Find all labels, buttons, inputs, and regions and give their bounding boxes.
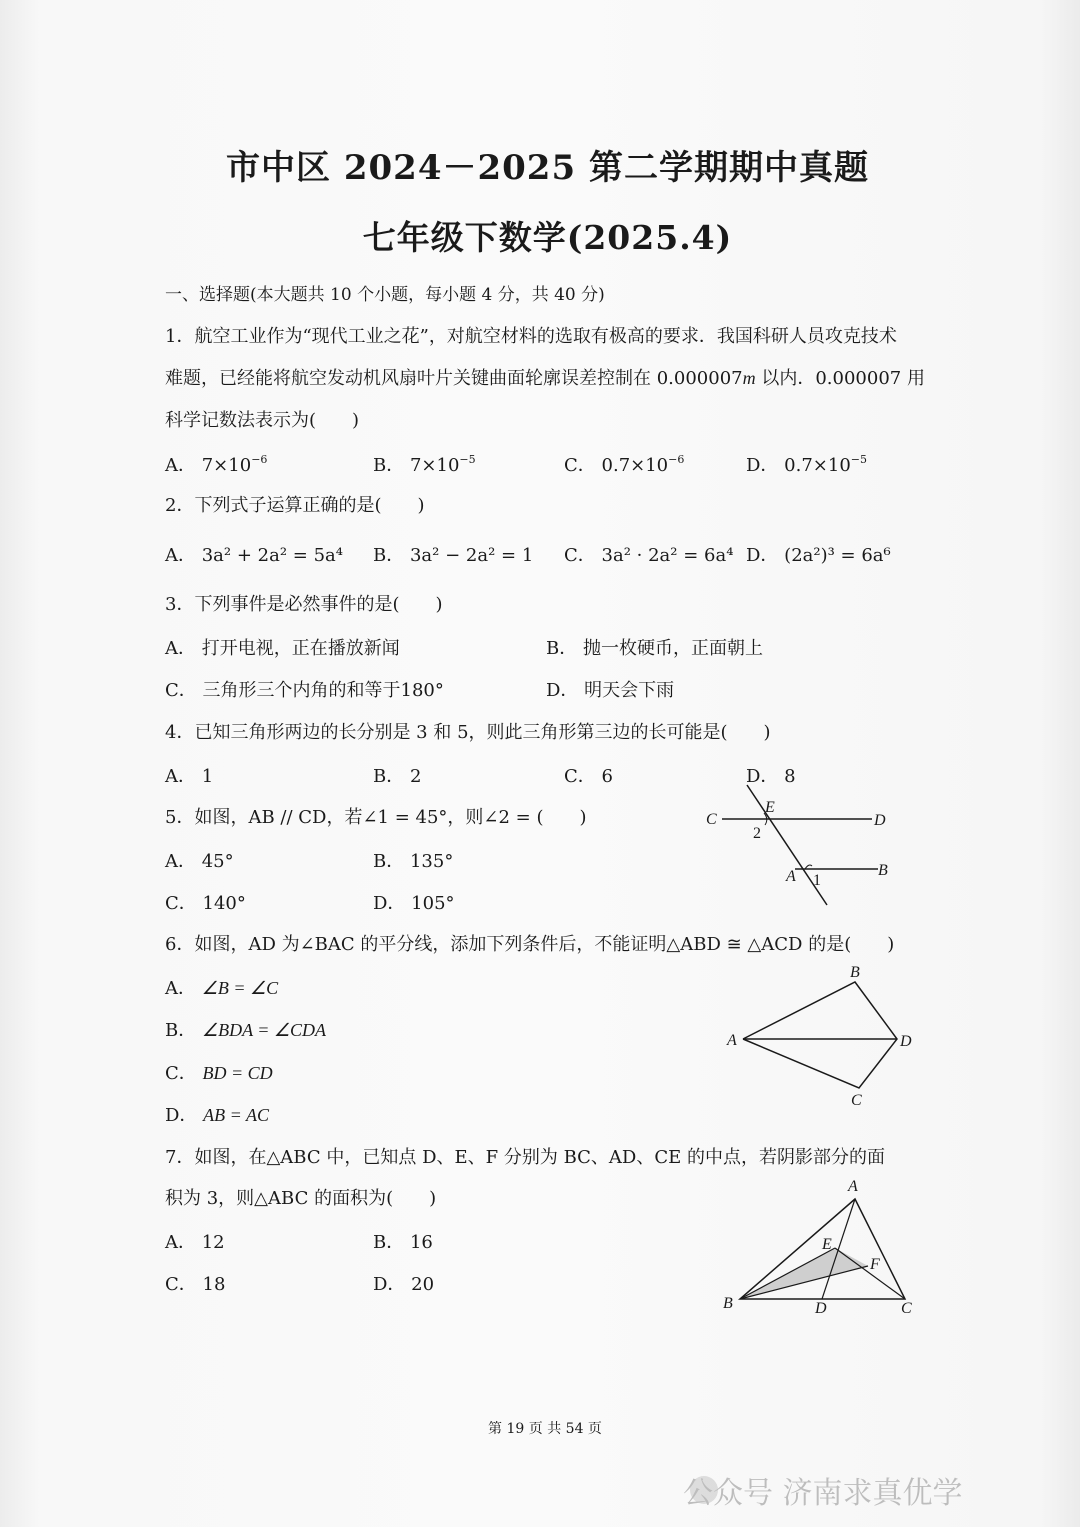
q5-stem: 5．如图，AB // CD，若∠1 = 45°，则∠2 = ( ) xyxy=(165,807,587,828)
q1-unit: m xyxy=(742,368,756,388)
option-label: B． xyxy=(373,545,405,566)
q1-line2a: 难题，已经能将航空发动机风扇叶片关键曲面轮廓误差控制在 0.000007 xyxy=(165,368,743,389)
q6-stem: 6．如图，AD 为∠BAC 的平分线，添加下列条件后，不能证明△ABD ≅ △ACD 的是( ) xyxy=(165,934,895,955)
q5-option-a xyxy=(165,847,234,873)
option-text: 3a² + 2a² = 5a⁴ xyxy=(201,545,343,566)
option-text: 16 xyxy=(409,1232,433,1253)
option-exp: −5 xyxy=(850,453,868,466)
point-d-label: D xyxy=(900,1033,912,1050)
option-text: 140° xyxy=(202,893,246,914)
option-label: B． xyxy=(373,1232,405,1253)
point-d-label: D xyxy=(874,812,886,829)
option-label: D． xyxy=(165,1105,198,1126)
q7-line2: 积为 3，则△ABC 的面积为( ) xyxy=(165,1188,437,1209)
q5-option-c xyxy=(165,889,246,915)
option-label: A． xyxy=(165,766,196,787)
option-text: 105° xyxy=(411,893,455,914)
option-label: A． xyxy=(165,851,196,872)
option-label: B． xyxy=(546,638,578,659)
option-exp: −6 xyxy=(251,453,268,466)
option-text: 打开电视，正在播放新闻 xyxy=(201,638,400,659)
q1-line1: 1．航空工业作为“现代工业之花”，对航空材料的选取有极高的要求．我国科研人员攻克技术 xyxy=(165,326,897,347)
point-e-label: E xyxy=(822,1236,832,1253)
q4-option-b xyxy=(373,762,421,788)
option-text: 8 xyxy=(784,766,796,787)
option-base: 7×10 xyxy=(409,455,460,476)
point-d-label: D xyxy=(815,1300,827,1317)
option-text: BD = CD xyxy=(202,1063,273,1083)
point-b-label: B xyxy=(878,862,888,879)
option-text: 1 xyxy=(201,766,214,787)
option-label: A． xyxy=(165,455,196,476)
option-text: 三角形三个内角的和等于180° xyxy=(202,680,444,701)
q2-option-b xyxy=(373,541,533,567)
q6-option-a xyxy=(165,974,278,1000)
option-label: B． xyxy=(373,766,405,787)
option-label: A． xyxy=(165,638,196,659)
q1-line2b: 以内．0.000007 用 xyxy=(755,368,925,389)
q5-option-d xyxy=(373,889,455,915)
option-text: 18 xyxy=(202,1274,226,1295)
option-text: 6 xyxy=(601,766,613,787)
angle-2-label: 2 xyxy=(753,825,761,842)
option-base: 7×10 xyxy=(201,455,252,476)
option-text: 20 xyxy=(411,1274,435,1295)
section-heading: 一、选择题(本大题共 10 个小题，每小题 4 分，共 40 分) xyxy=(165,285,605,305)
q1-option-b xyxy=(373,451,476,477)
q1-option-d xyxy=(746,451,867,477)
option-text: 3a² − 2a² = 1 xyxy=(409,545,534,566)
option-base: 0.7×10 xyxy=(601,455,669,476)
option-exp: −6 xyxy=(668,453,685,466)
q7-figure xyxy=(715,1172,935,1322)
option-text: ∠BDA = ∠CDA xyxy=(201,1020,327,1040)
option-text: 2 xyxy=(409,766,422,787)
option-label: C． xyxy=(165,1063,197,1084)
point-b-label: B xyxy=(850,964,860,981)
page-number: 第 19 页 共 54 页 xyxy=(488,1421,602,1437)
option-label: B． xyxy=(373,851,405,872)
q7-option-c xyxy=(165,1270,225,1296)
option-label: C． xyxy=(165,680,197,701)
point-a-label: A xyxy=(727,1032,737,1049)
watermark: 公众号 济南求真优学 xyxy=(683,1476,963,1511)
point-f-label: F xyxy=(870,1256,880,1273)
q3-stem: 3．下列事件是必然事件的是( ) xyxy=(165,594,443,615)
page-subtitle: 七年级下数学(2025.4) xyxy=(362,218,733,257)
option-text: AB = AC xyxy=(203,1105,269,1125)
option-text: 明天会下雨 xyxy=(584,680,675,701)
point-c-label: C xyxy=(901,1300,912,1317)
option-text: (2a²)³ = 6a⁶ xyxy=(784,545,891,566)
option-base: 0.7×10 xyxy=(784,455,851,476)
option-label: A． xyxy=(165,978,196,999)
q3-option-d xyxy=(546,676,674,702)
q3-option-a xyxy=(165,634,400,660)
q1-line3: 科学记数法表示为( ) xyxy=(165,410,360,431)
page-title: 市中区 2024－2025 第二学期期中真题 xyxy=(226,148,869,188)
q4-option-a xyxy=(165,762,213,788)
q5-figure xyxy=(690,780,910,915)
q6-option-d xyxy=(165,1101,269,1127)
q2-option-d xyxy=(746,541,891,567)
option-label: D． xyxy=(746,766,779,787)
point-a-label: A xyxy=(786,868,796,885)
option-label: C． xyxy=(165,1274,197,1295)
option-text: 45° xyxy=(201,851,234,872)
q7-option-a xyxy=(165,1228,225,1254)
q2-stem: 2．下列式子运算正确的是( ) xyxy=(165,495,425,516)
option-label: A． xyxy=(165,545,196,566)
point-b-label: B xyxy=(723,1295,733,1312)
option-exp: −5 xyxy=(459,453,476,466)
point-c-label: C xyxy=(851,1092,862,1109)
option-label: C． xyxy=(564,766,596,787)
q1-line2 xyxy=(165,364,925,390)
q6-option-b xyxy=(165,1016,326,1042)
option-label: D． xyxy=(746,545,779,566)
q6-option-c xyxy=(165,1059,273,1085)
shaded-triangle xyxy=(740,1248,868,1299)
option-label: D． xyxy=(373,893,406,914)
point-c-label: C xyxy=(706,811,717,828)
option-label: D． xyxy=(546,680,579,701)
q4-stem: 4．已知三角形两边的长分别是 3 和 5，则此三角形第三边的长可能是( ) xyxy=(165,722,771,743)
quadrilateral-abdc xyxy=(743,982,897,1088)
angle-1-label: 1 xyxy=(813,872,821,889)
option-label: D． xyxy=(746,455,779,476)
option-label: D． xyxy=(373,1274,406,1295)
option-text: 3a² · 2a² = 6a⁴ xyxy=(601,545,734,566)
option-label: C． xyxy=(564,545,596,566)
q1-option-a xyxy=(165,451,267,477)
option-label: A． xyxy=(165,1232,196,1253)
option-label: C． xyxy=(564,455,596,476)
option-label: C． xyxy=(165,893,197,914)
option-label: B． xyxy=(165,1020,197,1041)
q3-option-b xyxy=(546,634,763,660)
q6-figure xyxy=(715,960,925,1110)
point-e-label: E xyxy=(765,799,775,816)
option-text: 12 xyxy=(201,1232,225,1253)
q2-option-a xyxy=(165,541,343,567)
option-label: B． xyxy=(373,455,405,476)
q7-option-b xyxy=(373,1228,433,1254)
q1-option-c xyxy=(564,451,684,477)
point-a-label: A xyxy=(848,1178,858,1195)
q4-option-c xyxy=(564,762,613,788)
q3-option-c xyxy=(165,676,444,702)
option-text: ∠B = ∠C xyxy=(201,978,279,998)
q2-option-c xyxy=(564,541,733,567)
q7-line1: 7．如图，在△ABC 中，已知点 D、E、F 分别为 BC、AD、CE 的中点，若阴影部分的面 xyxy=(165,1147,885,1168)
q7-option-d xyxy=(373,1270,434,1296)
option-text: 135° xyxy=(409,851,454,872)
option-text: 抛一枚硬币，正面朝上 xyxy=(582,638,763,659)
q5-option-b xyxy=(373,847,453,873)
